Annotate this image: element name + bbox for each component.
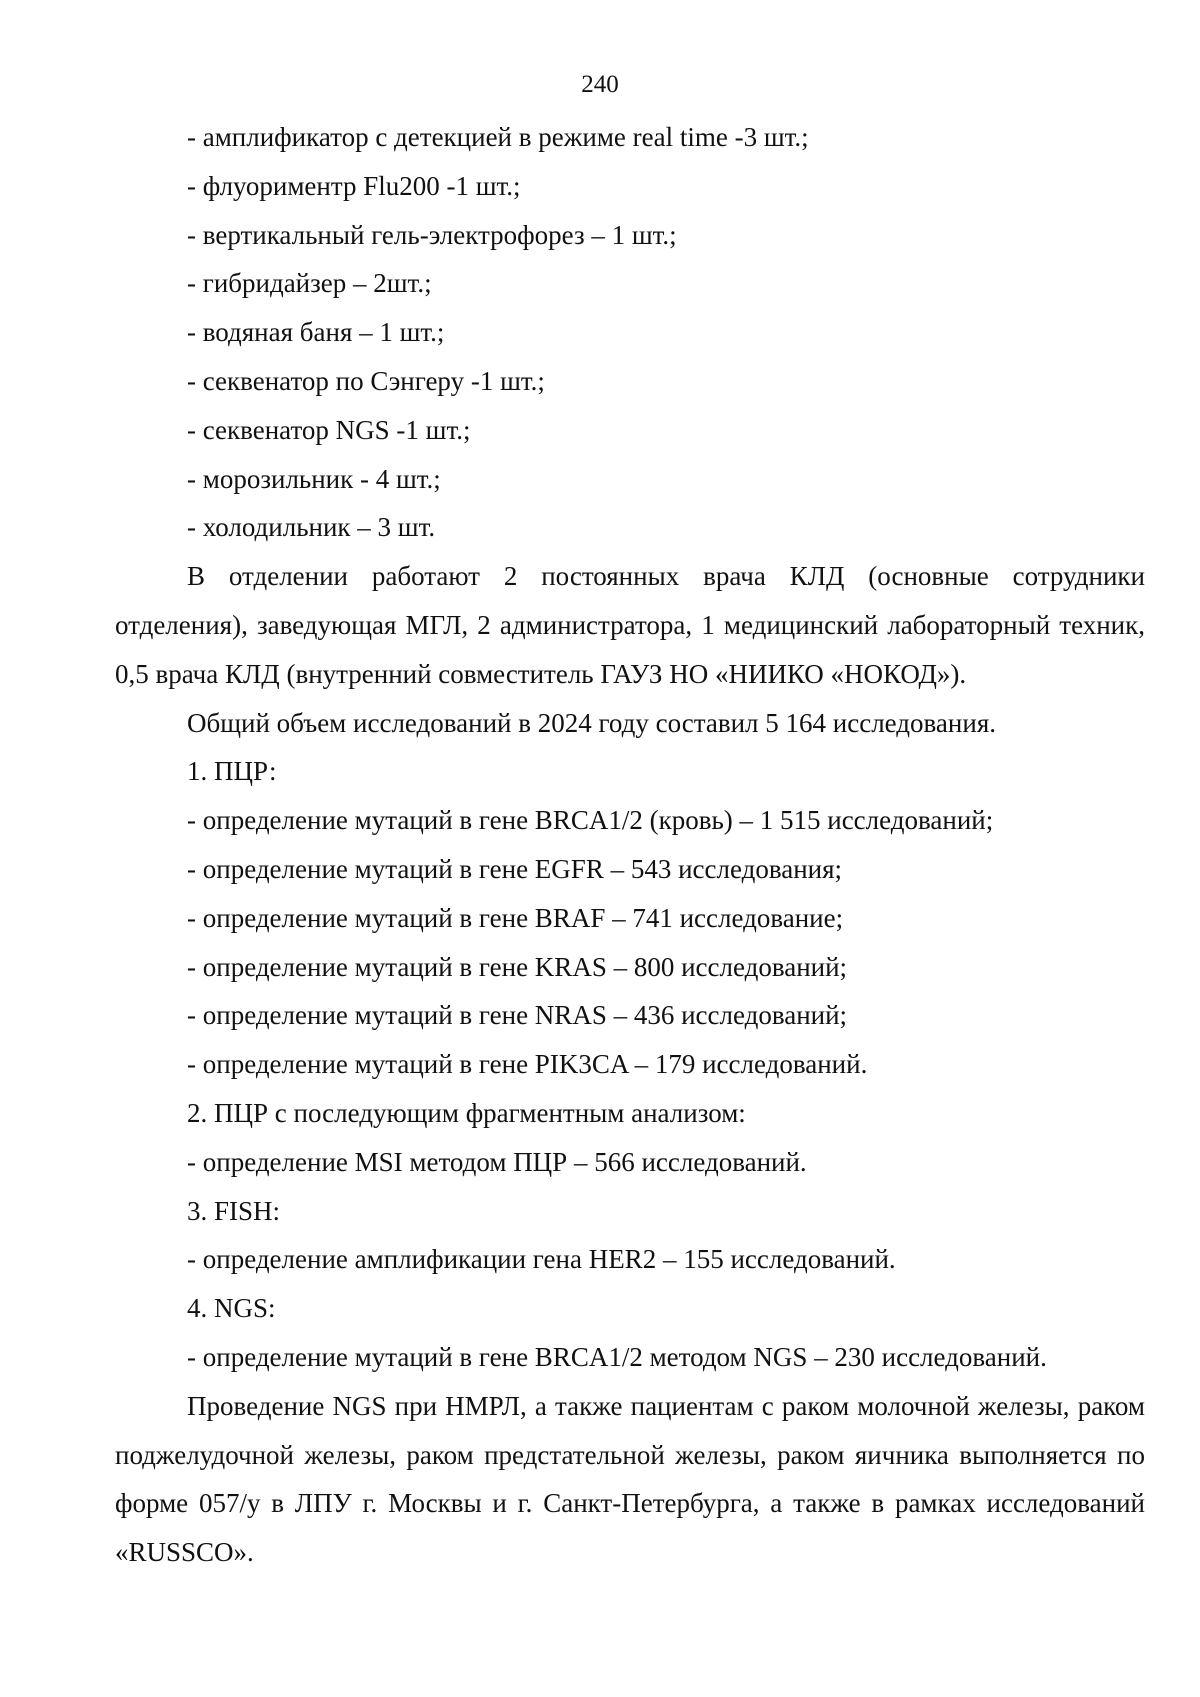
- equipment-item: - водяная баня – 1 шт.;: [187, 317, 445, 348]
- page-number: 240: [581, 71, 619, 98]
- equipment-item: - амплификатор с детекцией в режиме real time -3 шт.;: [187, 122, 809, 152]
- section-item: - определение мутаций в гене BRAF – 741 исследование;: [187, 902, 844, 933]
- section-item: - определение MSI методом ПЦР – 566 исследований.: [187, 1146, 807, 1177]
- equipment-item: - гибридайзер – 2шт.;: [187, 268, 432, 299]
- section-item: - определение амплификации гена HER2 – 155 исследований.: [187, 1244, 896, 1275]
- page-content: [115, 113, 1145, 1577]
- equipment-item: - холодильник – 3 шт.: [187, 512, 436, 543]
- equipment-item: - секвенатор по Сэнгеру -1 шт.;: [187, 365, 545, 396]
- ngs-paragraph: Проведение NGS при НМРЛ, а также пациентам с раком молочной железы, раком поджелудочной железы, раком предстательной железы, раком яичника выполняется по форме 057/у в ЛПУ г. Москвы и г. Санкт-Петербурга, а также в рамках исследований «RUSSCO».: [115, 1390, 1145, 1568]
- staff-paragraph: В отделении работают 2 постоянных врача КЛД (основные сотрудники отделения), заведующая МГЛ, 2 администратора, 1 медицинский лабораторный техник, 0,5 врача КЛД (внутренний совместитель ГАУЗ НО «НИИКО «НОКОД»).: [115, 561, 1145, 689]
- equipment-item: - флуориментр Flu200 -1 шт.;: [187, 170, 521, 201]
- section-heading: 3. FISH:: [187, 1195, 281, 1226]
- section-item: - определение мутаций в гене EGFR – 543 исследования;: [187, 853, 843, 884]
- equipment-item: - морозильник - 4 шт.;: [187, 463, 441, 494]
- equipment-item: - вертикальный гель-электрофорез – 1 шт.;: [187, 219, 677, 250]
- section-item: - определение мутаций в гене BRCA1/2 (кровь) – 1 515 исследований;: [187, 805, 994, 836]
- section-heading: 2. ПЦР с последующим фрагментным анализом:: [187, 1097, 746, 1128]
- section-heading: 4. NGS:: [187, 1293, 276, 1324]
- section-item: - определение мутаций в гене PIK3CA – 179 исследований.: [187, 1049, 868, 1080]
- equipment-item: - секвенатор NGS -1 шт.;: [187, 414, 471, 445]
- section-item: - определение мутаций в гене BRCA1/2 методом NGS – 230 исследований.: [187, 1341, 1047, 1372]
- section-heading: 1. ПЦР:: [187, 756, 277, 787]
- total-volume: Общий объем исследований в 2024 году составил 5 164 исследования.: [187, 707, 996, 738]
- section-item: - определение мутаций в гене KRAS – 800 исследований;: [187, 951, 848, 982]
- section-item: - определение мутаций в гене NRAS – 436 исследований;: [187, 1000, 848, 1031]
